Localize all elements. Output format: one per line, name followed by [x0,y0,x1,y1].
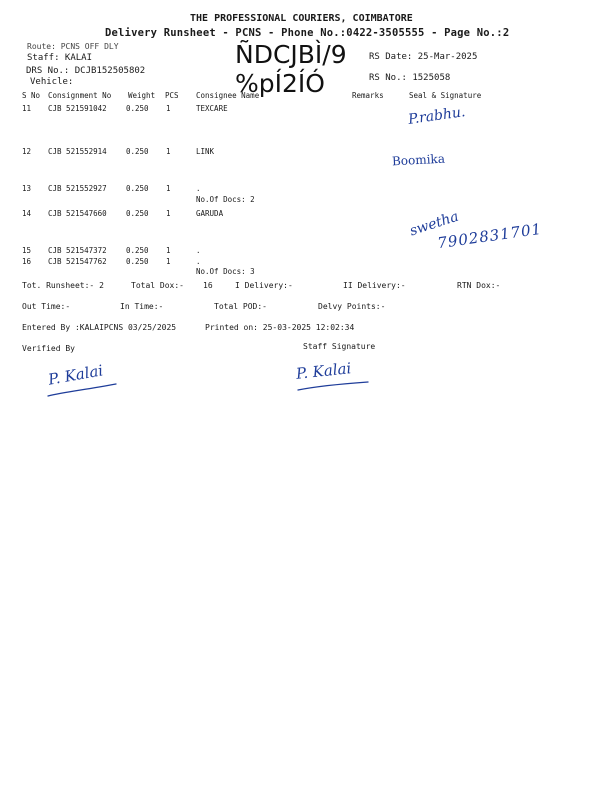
row-pcs: 1 [166,184,171,193]
row-doc-count: No.Of Docs: 3 [196,267,255,276]
barcode-line-1: ÑDCJBÌ/9 [235,40,347,69]
row-consignment: CJB 521547660 [48,209,107,218]
vehicle-label: Vehicle: [30,77,74,87]
row-sno: 15 [22,246,32,255]
row-pcs: 1 [166,246,171,255]
total-pod: Total POD:- [214,302,267,311]
entered-by: Entered By :KALAIPCNS 03/25/2025 [22,323,177,332]
staff-label: Staff: KALAI [27,53,93,63]
handwritten-signature-row-11: P.rabhu. [407,104,467,128]
row-consignee: . [196,184,201,193]
row-pcs: 1 [166,209,171,218]
row-pcs: 1 [166,147,171,156]
row-consignee: . [196,246,201,255]
route-label: Route: PCNS OFF DLY [27,42,119,51]
total-dox-value: 16 [203,281,213,290]
ii-delivery: II Delivery:- [343,281,406,290]
row-consignment: CJB 521552927 [48,184,107,193]
row-consignee: GARUDA [196,209,224,218]
row-weight: 0.250 [126,246,149,255]
row-weight: 0.250 [126,209,149,218]
staff-signature: P. Kalai [295,359,353,383]
row-sno: 11 [22,104,32,113]
total-runsheet: Tot. Runsheet:- 2 [22,281,104,290]
col-pcs: PCS [165,91,179,100]
row-sno: 13 [22,184,32,193]
row-consignment: CJB 521552914 [48,147,107,156]
row-weight: 0.250 [126,184,149,193]
rs-number: RS No.: 1525058 [369,73,451,83]
col-consignee: Consignee Name [196,91,260,100]
runsheet-subtitle: Delivery Runsheet - PCNS - Phone No.:0422-3505555 - Page No.:2 [105,27,510,39]
verified-signature-flourish-icon [44,380,124,400]
col-consignment: Consignment No [48,91,112,100]
company-title: THE PROFESSIONAL COURIERS, COIMBATORE [190,13,413,24]
col-seal-signature: Seal & Signature [409,91,482,100]
col-remarks: Remarks [352,91,384,100]
col-weight: Weight [128,91,156,100]
verified-by-signature: P. Kalai [46,361,105,389]
total-dox-label: Total Dox:- [131,281,184,290]
staff-signature-label: Staff Signature [303,342,376,351]
row-doc-count: No.Of Docs: 2 [196,195,255,204]
handwritten-phone-row-14: 7902831701 [436,219,544,253]
row-weight: 0.250 [126,147,149,156]
row-sno: 16 [22,257,32,266]
barcode-line-2: %pÍ2ÍÓ [235,69,325,98]
printed-on: Printed on: 25-03-2025 12:02:34 [205,323,355,332]
out-time: Out Time:- [22,302,71,311]
row-consignee: . [196,257,201,266]
row-consignment: CJB 521547762 [48,257,107,266]
verified-by-label: Verified By [22,344,75,353]
row-weight: 0.250 [126,257,149,266]
row-pcs: 1 [166,257,171,266]
rtn-dox: RTN Dox:- [457,281,501,290]
row-consignment: CJB 521547372 [48,246,107,255]
row-weight: 0.250 [126,104,149,113]
staff-signature-flourish-icon [294,376,374,396]
row-sno: 12 [22,147,32,156]
row-consignee: TEXCARE [196,104,228,113]
delvy-points: Delvy Points:- [318,302,386,311]
row-consignee: LINK [196,147,215,156]
drs-number: DRS No.: DCJB152505802 [26,66,146,76]
handwritten-name-row-14: swetha [407,208,461,240]
rs-date: RS Date: 25-Mar-2025 [369,52,478,62]
row-consignment: CJB 521591042 [48,104,107,113]
handwritten-signature-row-12: Boomika [391,151,446,169]
row-pcs: 1 [166,104,171,113]
in-time: In Time:- [120,302,164,311]
row-sno: 14 [22,209,32,218]
col-sno: S No [22,91,41,100]
i-delivery: I Delivery:- [235,281,293,290]
